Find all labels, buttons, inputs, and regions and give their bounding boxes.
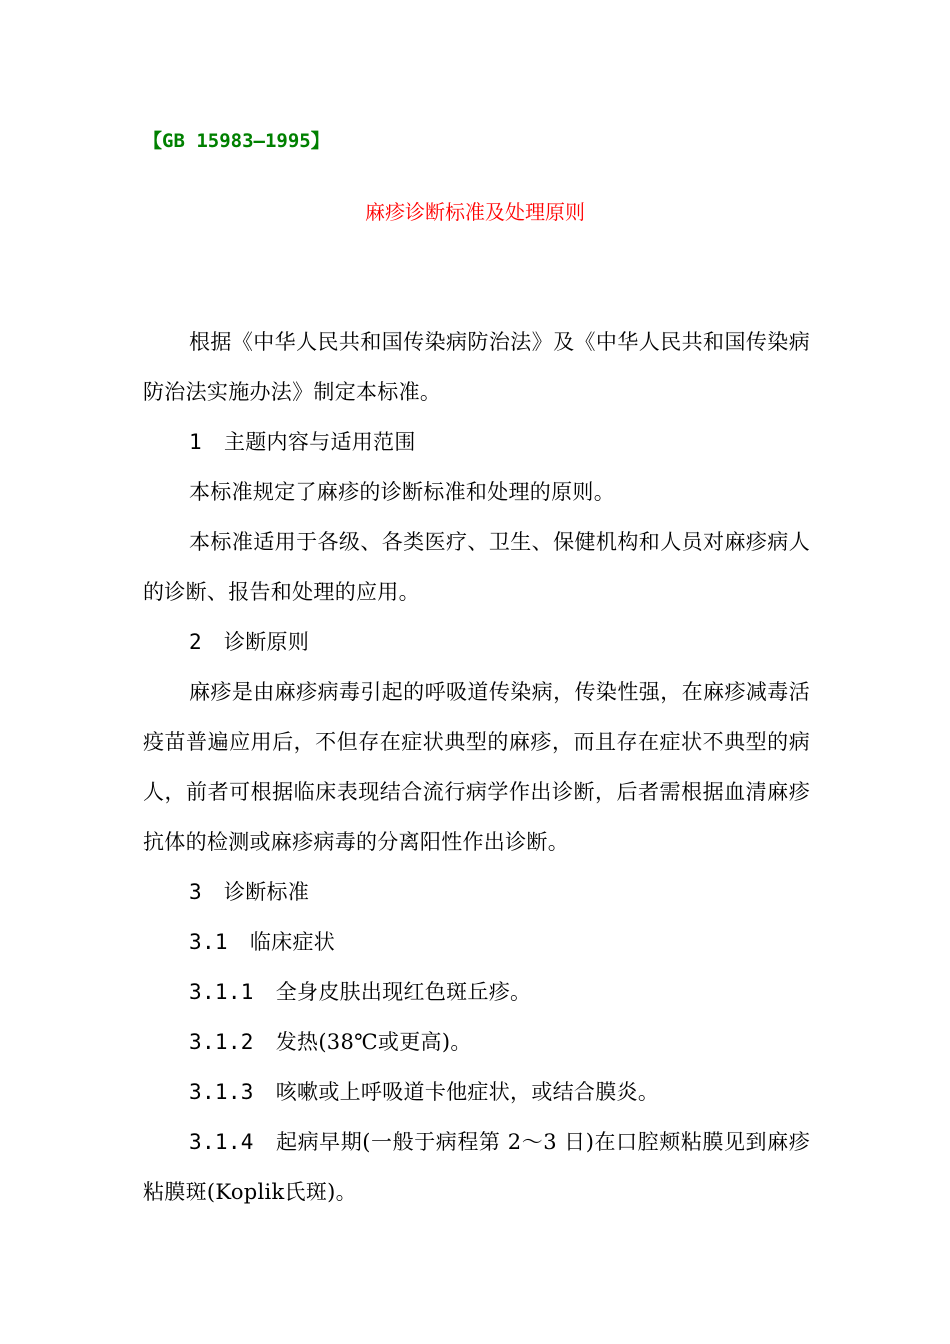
section-heading-1: 1 主题内容与适用范围 bbox=[189, 430, 416, 454]
paragraph-preamble: 根据《中华人民共和国传染病防治法》及《中华人民共和国传染病防治法实施办法》制定本标准。 bbox=[143, 330, 810, 404]
clause-3-1-3: 3.1.3 咳嗽或上呼吸道卡他症状，或结合膜炎。 bbox=[189, 1080, 660, 1104]
subsection-heading-3-1: 3.1 临床症状 bbox=[189, 930, 336, 954]
document-title: 麻疹诊断标准及处理原则 bbox=[365, 200, 585, 224]
paragraph-diagnosis-principle: 麻疹是由麻疹病毒引起的呼吸道传染病，传染性强，在麻疹减毒活疫苗普遍应用后，不但存在症状典型的麻疹，而且存在症状不典型的病人，前者可根据临床表现结合流行病学作出诊断，后者需根据血清麻疹抗体的检测或麻疹病毒的分离阳性作出诊断。 bbox=[143, 680, 810, 854]
paragraph-scope-2: 本标准适用于各级、各类医疗、卫生、保健机构和人员对麻疹病人的诊断、报告和处理的应用。 bbox=[143, 530, 810, 604]
document-body bbox=[143, 317, 810, 1217]
standard-code: 【GB 15983—1995】 bbox=[143, 130, 330, 152]
section-heading-2: 2 诊断原则 bbox=[189, 630, 310, 654]
clause-3-1-4: 3.1.4 起病早期(一般于病程第 2～3 日)在口腔颊粘膜见到麻疹粘膜斑(Koplik氏斑)。 bbox=[143, 1130, 810, 1204]
clause-3-1-1: 3.1.1 全身皮肤出现红色斑丘疹。 bbox=[189, 980, 532, 1004]
paragraph-scope-1: 本标准规定了麻疹的诊断标准和处理的原则。 bbox=[189, 480, 615, 504]
section-heading-3: 3 诊断标准 bbox=[189, 880, 310, 904]
clause-3-1-2: 3.1.2 发热(38℃或更高)。 bbox=[189, 1030, 472, 1054]
